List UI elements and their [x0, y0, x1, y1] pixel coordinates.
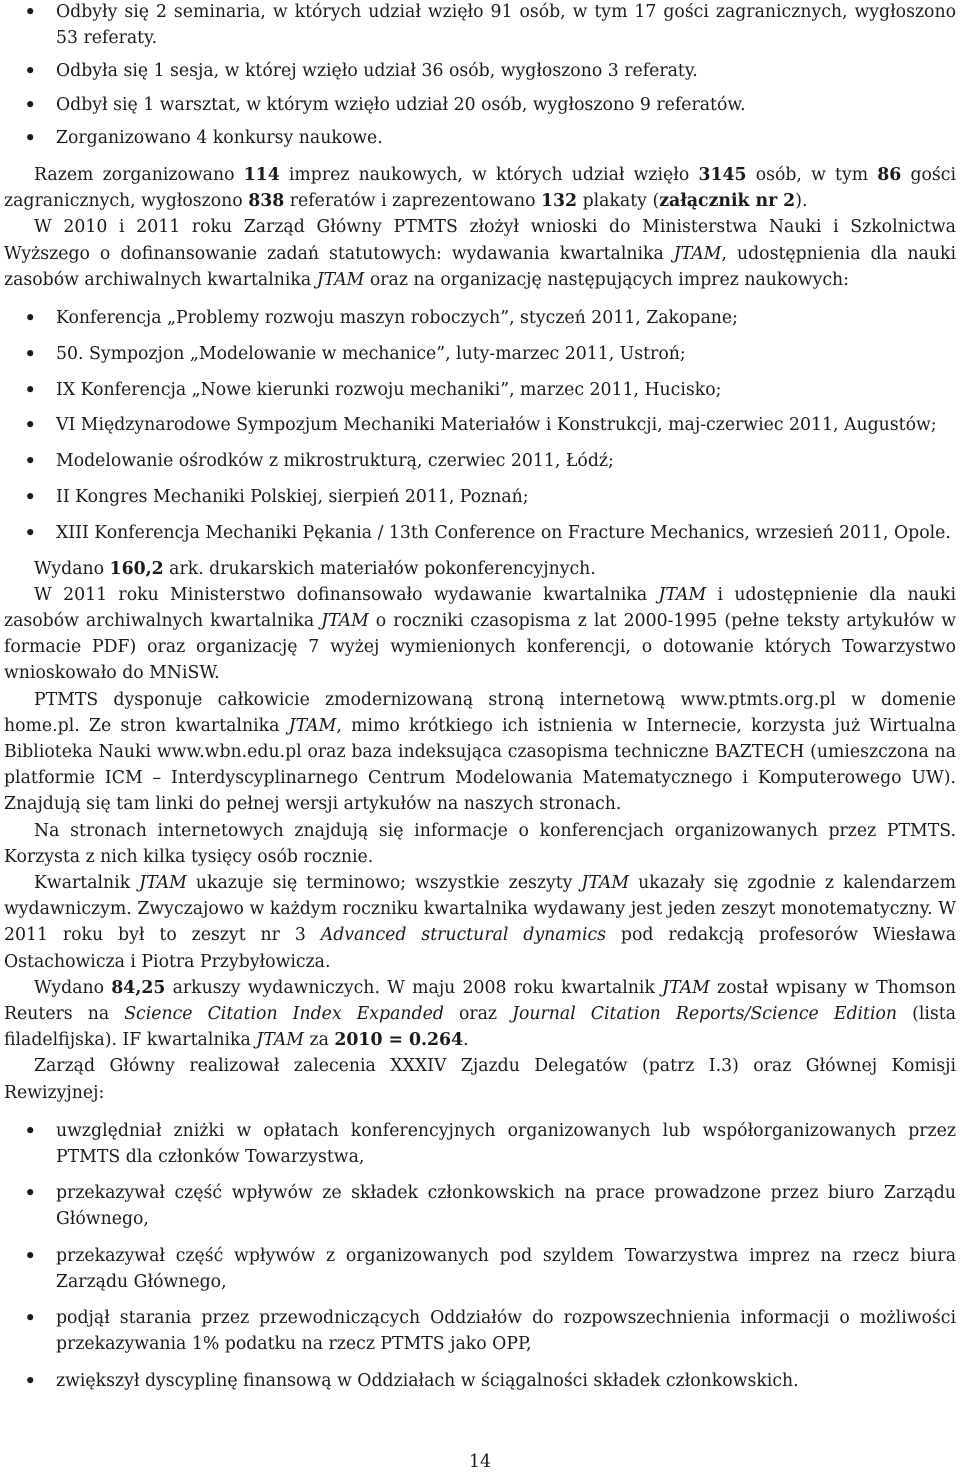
index-name: Journal Citation Reports/Science Edition — [512, 1004, 898, 1025]
printed-materials-paragraph — [4, 556, 956, 582]
list-item: • Zorganizowano 4 konkursy naukowe. — [4, 125, 956, 151]
board-paragraph: Zarząd Główny realizował zalecenia XXXIV Zjazdu Delegatów (patrz I.3) oraz Głównej Komisji Rewizyjnej: — [4, 1056, 956, 1103]
document-page — [4, 0, 956, 1404]
list-item: • Odbyły się 2 seminaria, w których udział wzięło 91 osób, w tym 17 gości zagranicznych, wygłoszono 53 referaty. — [4, 0, 956, 51]
text: został wpisany w Thomson Reuters na — [4, 977, 956, 1025]
journal-name: JTAM — [581, 873, 630, 894]
summary-paragraph — [4, 162, 956, 214]
text: W 2011 roku Ministerstwo dofinansowało wydawanie kwartalnika — [34, 584, 659, 605]
text: (lista filadelfijska). IF kwartalnika — [4, 1004, 957, 1051]
text: , mimo krótkiego ich istnienia w Internecie, korzysta już Wirtualna Biblioteka Nauki www.wbn.edu.pl oraz baza indeksująca czasopisma techniczne BAZTECH (umieszczona na platformie ICM – Interdyscyplinarnego Centrum Modelowania Matematycznego i Komputerowego UW). Znajdują się tam linki do pełnej wersji artykułów na naszych stronach. — [4, 715, 956, 815]
text: ). — [795, 191, 808, 212]
list-item: • uwzględniał zniżki w opłatach konferencyjnych organizowanych lub współorganizowanych przez PTMTS dla członków Towarzystwa, — [4, 1118, 956, 1170]
list-item: • zwiększył dyscyplinę finansową w Oddziałach w ściągalności składek członkowskich. — [4, 1368, 956, 1394]
text: ukazały się zgodnie z kalendarzem wydawniczym. Zwyczajowo w każdym roczniku kwartalnika wydawany jest jeden zeszyt monotematyczny. W 2011 roku był to zeszyt nr 3 — [4, 873, 956, 946]
events-list — [4, 305, 956, 546]
journal-name: JTAM — [662, 977, 710, 998]
list-item: • VI Międzynarodowe Sympozjum Mechaniki Materiałów i Konstrukcji, maj-czerwiec 2011, Augustów; — [4, 412, 956, 438]
bold-number: 132 — [541, 191, 578, 212]
list-item: • Modelowanie ośrodków z mikrostrukturą, czerwiec 2011, Łódź; — [4, 448, 956, 474]
activity-summary-list — [4, 0, 956, 151]
text: ark. drukarskich materiałów pokonferencyjnych. — [163, 558, 596, 579]
list-item: • XIII Konferencja Mechaniki Pękania / 13th Conference on Fracture Mechanics, wrzesień 2011, Opole. — [4, 520, 956, 546]
bold-number: 86 — [877, 165, 902, 186]
journal-name: JTAM — [321, 611, 369, 632]
text: Kwartalnik — [34, 873, 140, 894]
recommendations-list — [4, 1118, 956, 1394]
journal-name: JTAM — [316, 269, 365, 290]
impact-factor: 2010 = 0.264 — [334, 1030, 464, 1051]
bold-number: 3145 — [698, 165, 747, 186]
text: referatów i zaprezentowano — [284, 191, 541, 212]
bold-number: 84,25 — [111, 977, 166, 998]
text: oraz — [443, 1004, 513, 1025]
bold-number: 160,2 — [109, 558, 164, 579]
text: osób, w tym — [746, 165, 878, 186]
text: Wydano — [34, 558, 110, 579]
grant-request-paragraph — [4, 214, 956, 293]
ministry-paragraph — [4, 582, 956, 687]
issue-title: Advanced structural dynamics — [320, 925, 607, 946]
text: Razem zorganizowano — [34, 165, 244, 186]
text: za — [303, 1030, 335, 1051]
list-item: • Odbył się 1 warsztat, w którym wzięło udział 20 osób, wygłoszono 9 referatów. — [4, 92, 956, 118]
text: , udostępnienia dla nauki zasobów archiwalnych kwartalnika — [4, 243, 956, 290]
list-item: • IX Konferencja „Nowe kierunki rozwoju mechaniki”, marzec 2011, Hucisko; — [4, 377, 956, 403]
text: arkuszy wydawniczych. W maju 2008 roku kwartalnik — [165, 977, 663, 998]
list-item: • przekazywał część wpływów ze składek członkowskich na prace prowadzone przez biuro Zarządu Głównego, — [4, 1180, 956, 1232]
text: o roczniki czasopisma z lat 2000-1995 (pełne teksty artykułów w formacie PDF) oraz organizację 7 wyżej wymienionych konferencji, o dotowanie których Towarzystwo wnioskowało do MNiSW. — [4, 611, 956, 684]
journal-name: JTAM — [288, 715, 337, 736]
text: i udostępnienie dla nauki zasobów archiwalnych kwartalnika — [4, 584, 957, 632]
index-name: Science Citation Index Expanded — [124, 1004, 444, 1025]
list-item: • przekazywał część wpływów z organizowanych pod szyldem Towarzystwa imprez na rzecz biura Zarządu Głównego, — [4, 1243, 956, 1295]
text: Wydano — [34, 977, 112, 998]
journal-paragraph — [4, 870, 956, 975]
website-paragraph — [4, 687, 956, 818]
list-item: • Konferencja „Problemy rozwoju maszyn roboczych”, styczeń 2011, Zakopane; — [4, 305, 956, 331]
list-item: • 50. Sympozjon „Modelowanie w mechanice”, luty-marzec 2011, Ustroń; — [4, 341, 956, 367]
text: . — [463, 1030, 469, 1051]
text: W 2010 i 2011 roku Zarząd Główny PTMTS złożył wnioski do Ministerstwa Nauki i Szkolnictwa Wyższego o dofinansowanie zadań statutowych: wydawania kwartalnika — [4, 217, 956, 264]
page-number: 14 — [469, 1452, 491, 1472]
list-item: • Odbyła się 1 sesja, w której wzięło udział 36 osób, wygłoszono 3 referaty. — [4, 58, 956, 84]
list-item: • II Kongres Mechaniki Polskiej, sierpień 2011, Poznań; — [4, 484, 956, 510]
journal-name: JTAM — [256, 1030, 304, 1051]
text: oraz na organizację następujących imprez naukowych: — [364, 269, 849, 290]
journal-name: JTAM — [658, 584, 707, 605]
journal-name: JTAM — [673, 243, 722, 264]
bold-number: 114 — [243, 165, 280, 186]
list-item: • podjął starania przez przewodniczących Oddziałów do rozpowszechnienia informacji o możliwości przekazywania 1% podatku na rzecz PTMTS jako OPP, — [4, 1305, 956, 1357]
attachment-reference: załącznik nr 2 — [659, 191, 796, 212]
text: PTMTS dysponuje całkowicie zmodernizowaną stroną internetową www.ptmts.org.pl w domenie home.pl. Ze stron kwartalnika — [4, 689, 956, 736]
journal-name: JTAM — [139, 873, 187, 894]
bold-number: 838 — [248, 191, 285, 212]
conference-info-paragraph: Na stronach internetowych znajdują się informacje o konferencjach organizowanych przez PTMTS. Korzysta z nich kilka tysięcy osób rocznie. — [4, 820, 956, 867]
sheets-paragraph — [4, 975, 956, 1054]
text: ukazuje się terminowo; wszystkie zeszyty — [186, 873, 582, 894]
text: plakaty ( — [577, 191, 660, 212]
text: pod redakcją profesorów Wiesława Ostachowicza i Piotra Przybyłowicza. — [4, 925, 956, 972]
text: gości zagranicznych, wygłoszono — [4, 165, 956, 212]
text: imprez naukowych, w których udział wzięło — [279, 165, 699, 186]
